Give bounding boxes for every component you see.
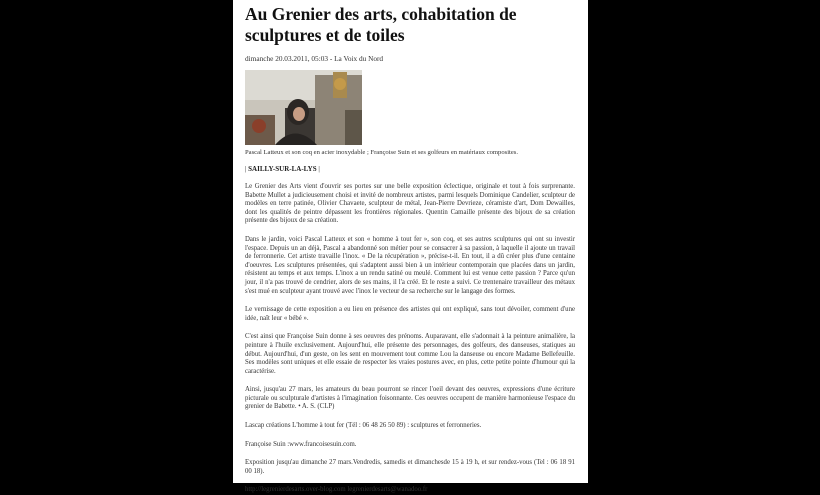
paragraph: Le vernissage de cette exposition a eu lieu en présence des artistes qui ont expliqué, sans tout dévoiler, comment d'une idée, naît leur « bébé ». — [245, 306, 575, 322]
location-open: | — [245, 165, 249, 173]
location-close: | — [316, 165, 320, 173]
photo-illustration — [245, 70, 362, 145]
article-meta: dimanche 20.03.2011, 05:03 - La Voix du Nord — [245, 54, 384, 63]
paragraph: Le Grenier des Arts vient d'ouvrir ses portes sur une belle exposition éclectique, originale et tout à fois surprenante. Babette Mullet a judicieusement choisi et invité de nombreux artistes, parmi lesquels Dominique Candelier, sculpteur de modèles en terre patinée, Olivier Chavaete, sculpteur de métal, Jean-Pierre Devrieze, céramiste d'art, Dom Dewailles, dont les qualités de peintre dépassent les frontières régionales. Quentin Camaille présente des bijoux de sa création présente des bijoux de sa création. — [245, 183, 575, 225]
article-page — [233, 0, 588, 494]
article-title: Au Grenier des arts, cohabitation de sculptures et de toiles — [245, 4, 517, 45]
paragraph-links[interactable]: http://legrenierdesarts.over-blog.com legrenierdesarts@wanadoo.fr — [245, 486, 428, 494]
location-name: SAILLY-SUR-LA-LYS — [248, 165, 317, 173]
photo-caption: Pascal Latteux et son coq en acier inoxydable ; Françoise Suin et ses golfeurs en matériaux composites. — [245, 149, 519, 156]
paragraph: Ainsi, jusqu'au 27 mars, les amateurs du beau pourront se rincer l'oeil devant des oeuvres, expressions d'une écriture picturale ou sculpturale d'artistes à l'imagination foisonnante. Ces oeuvres occupent de manière harmonieuse l'espace du grenier de Babette. • A. S. (CLP) — [245, 386, 575, 411]
article-body — [245, 4, 575, 495]
paragraph: Exposition jusqu'au dimanche 27 mars.Vendredis, samedis et dimanchesde 15 à 19 h, et sur rendez-vous (Tel : 06 18 91 00 18). — [245, 459, 575, 475]
paragraph: Dans le jardin, voici Pascal Latteux et son « homme à tout fer », son coq, et ses autres sculptures qui ont su investir l'espace. Depuis un an déjà, Pascal a abandonné son métier pour se consacrer à sa passion, à laquelle il ajoute un travail de ferronnerie. Cet artiste travaille l'inox. « De la récupération », précise-t-il. En tout, il a dû créer plus d'une centaine d'oeuvres. Les sculptures présentées, qui s'adaptent aussi bien à un intérieur contemporain que placées dans un jardin, résistent au temps et aux temps. L'inox a un rendu satiné ou meulé. Comment lui est venue cette passion ? Parce qu'un jour, il n'a pas trouvé de cendrier, alors de ses mains, il l'a créé. Et le reste a suivi. Ce trentenaire travailleur des métaux s'est mué en sculpteur ayant trouvé avec l'inox le vecteur de sa recherche sur le langage des formes. — [245, 235, 575, 295]
paragraph-link[interactable]: Françoise Suin :www.francoisesuin.com. — [245, 440, 357, 448]
paragraph: C'est ainsi que Françoise Suin donne à ses oeuvres des prénoms. Auparavant, elle s'adonnait à la peinture animalière, la peinture à l'huile exclusivement. Aujourd'hui, elle présente des personnages, des golfeurs, des danseuses, statiques au début. Aujourd'hui, d'un geste, on les sent en mouvement tout comme Lou la danseuse ou encore Madame Bellefeuille. Ses modèles sont uniques et elle essaie de respecter les vraies postures avec, en plus, cette petite pointe d'humour qui la caractérise. — [245, 333, 575, 375]
paragraph: Lascap créations L'homme à tout fer (Tél : 06 48 26 50 89) : sculptures et ferronneries. — [245, 422, 482, 430]
location-tag — [245, 165, 575, 174]
article-photo — [245, 70, 362, 145]
